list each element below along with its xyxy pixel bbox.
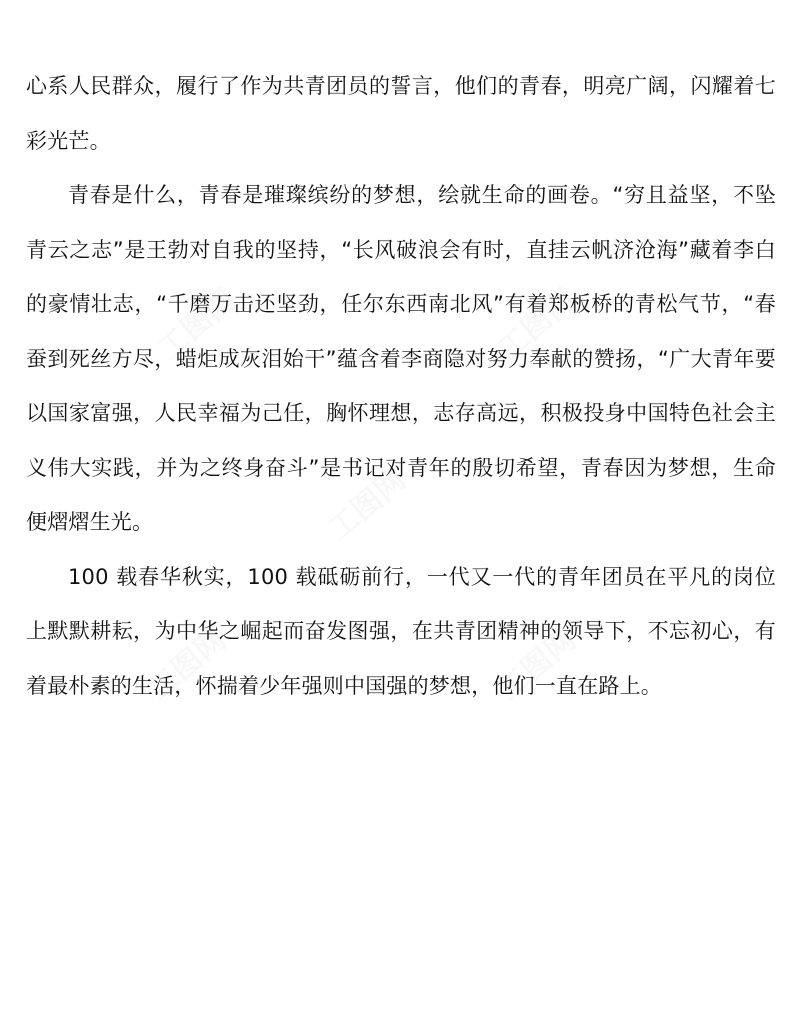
watermark: 工图网 xyxy=(321,462,413,548)
paragraph-1: 心系人民群众，履行了作为共青团员的誓言，他们的青春，明亮广阔，闪耀着七彩光芒。 xyxy=(26,74,776,153)
watermark: 工图网 xyxy=(491,622,583,708)
body-text xyxy=(26,59,776,713)
watermark: 工图网 xyxy=(151,282,243,368)
paragraph-2: 青春是什么，青春是璀璨缤纷的梦想，绘就生命的画卷。“穷且益坚，不坠青云之志”是王勃对自我的坚持，“长风破浪会有时，直挂云帆济沧海”藏着李白的豪情壮志，“千磨万击还坚劲，任尔东西南北风”有着郑板桥的青松气节，“春蚕到死丝方尽，蜡炬成灰泪始干”蕴含着李商隐对努力奉献的赞扬，“广大青年要以国家富强，人民幸福为己任，胸怀理想，志存高远，积极投身中国特色社会主义伟大实践，并为之终身奋斗”是书记对青年的殷切希望，青春因为梦想，生命便熠熠生光。 xyxy=(26,183,776,534)
paragraph-3: 100 载春华秋实，100 载砥砺前行，一代又一代的青年团员在平凡的岗位上默默耕耘，为中华之崛起而奋发图强，在共青团精神的领导下，不忘初心，有着最朴素的生活，怀揣着少年强则中国强的梦想，他们一直在路上。 xyxy=(26,564,776,698)
watermark: 工图网 xyxy=(141,622,233,708)
watermark: 工图网 xyxy=(491,282,583,368)
